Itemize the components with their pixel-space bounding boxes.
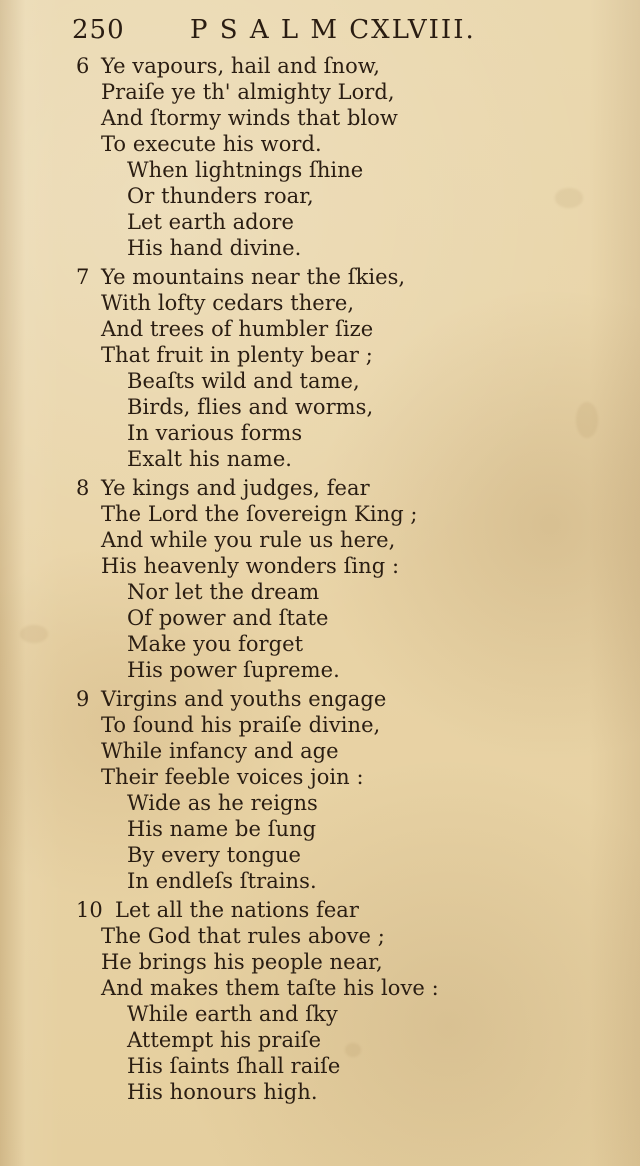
verse-line: That fruit in plenty bear ; [101,343,373,367]
page-header [72,11,542,49]
verse-line: Attempt his praiſe [127,1028,322,1052]
verse-line: Exalt his name. [127,447,293,471]
paper-stain [345,1043,361,1057]
verse-line: And makes them taſte his love : [101,976,439,1000]
verse-line: His honours high. [127,1080,318,1104]
verse-number: 10 [76,898,103,922]
verse-line: With lofty cedars there, [101,291,355,315]
verse-line: His ſaints ſhall raiſe [127,1054,341,1078]
verse-line: By every tongue [127,843,302,867]
verse-line: Virgins and youths engage [101,687,387,711]
running-title: P S A L M CXLVIII. [190,15,476,45]
verse-line: His power ſupreme. [127,658,340,682]
verse-line: The God that rules above ; [101,924,385,948]
verse-line: And ſtormy winds that blow [101,106,398,130]
verse-line: His name be ſung [127,817,317,841]
verse-line: Ye mountains near the ſkies, [101,265,406,289]
verse-line: Wide as he reigns [127,791,318,815]
verse-line: Nor let the dream [127,580,320,604]
verse-line: Praiſe ye th' almighty Lord, [101,80,395,104]
verse-number: 6 [76,54,90,78]
verse-line: While infancy and age [101,739,339,763]
verse-line: And while you rule us here, [101,528,396,552]
verse-line: Let earth adore [127,210,294,234]
page-number: 250 [72,15,125,45]
verse-line: He brings his people near, [101,950,383,974]
verse-line: Birds, flies and worms, [127,395,374,419]
verse-line: To ſound his praiſe divine, [101,713,381,737]
verse-number: 9 [76,687,90,711]
verse-line: Of power and ſtate [127,606,329,630]
verse-line: Their feeble voices join : [101,765,364,789]
verse-line: Ye vapours, hail and ſnow, [101,54,381,78]
paper-stain [20,625,48,643]
verse-line: His hand divine. [127,236,302,260]
verse-line: To execute his word. [101,132,322,156]
verse-number: 8 [76,476,90,500]
verse-number: 7 [76,265,90,289]
verse-line: And trees of humbler ſize [101,317,374,341]
verse-line: When lightnings ſhine [127,158,364,182]
paper-stain [555,188,583,208]
verse-line: Ye kings and judges, fear [101,476,370,500]
verse-line: The Lord the ſovereign King ; [101,502,418,526]
paper-stain [576,402,598,438]
verse-line: Make you forget [127,632,304,656]
verse-line: Let all the nations fear [115,898,359,922]
verse-line: Beaſts wild and tame, [127,369,360,393]
verse-line: In various forms [127,421,303,445]
verse-line: In endleſs ſtrains. [127,869,317,893]
verse-line: His heavenly wonders ſing : [101,554,400,578]
verse-line: Or thunders roar, [127,184,314,208]
verse-line: While earth and ſky [127,1002,338,1026]
